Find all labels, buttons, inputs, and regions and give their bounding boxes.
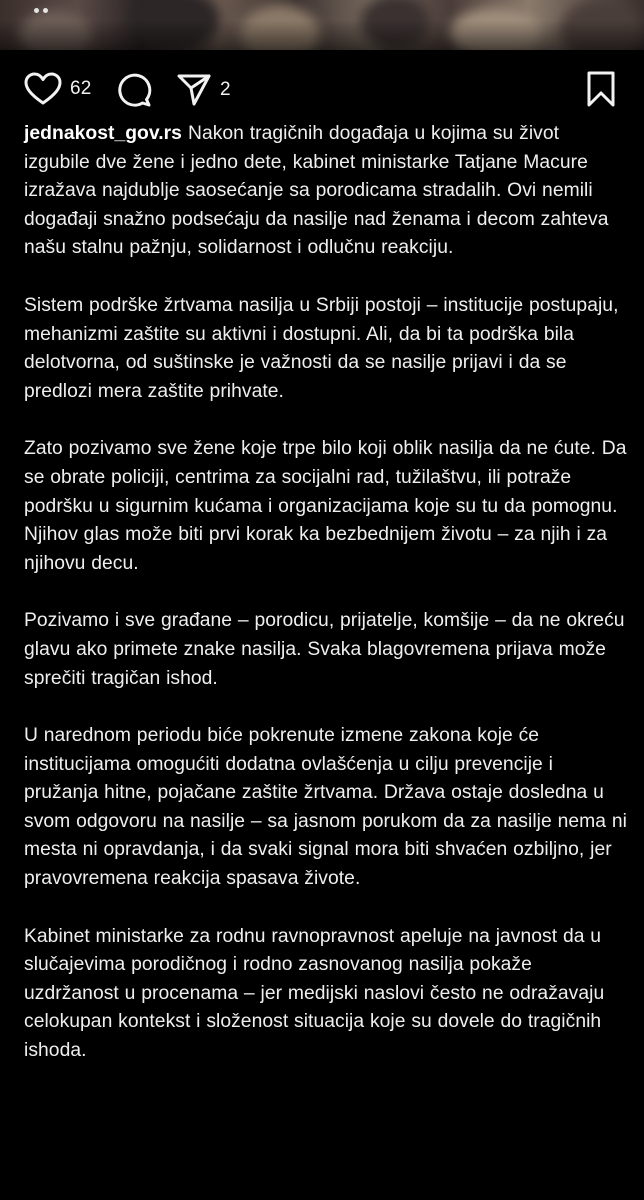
send-paper-plane-icon [176, 72, 212, 108]
comment-button[interactable] [116, 72, 152, 108]
like-count[interactable]: 62 [70, 78, 92, 99]
caption-paragraph: U narednom periodu biće pokrenute izmene zakona koje će institucijama omogućiti dodatna ovlašćenja u cilju prevencije i pružanja hitne, pojačane zaštite žrtvama. Država ostaje dosledna u svom odgovoru na nasilje – sa jasnom porukom da za nasilje nema ni mesta ni opravdanja, i da svaki signal mora biti shvaćen ozbiljno, jer pravovremena reakcija spasava živote. [24, 725, 627, 890]
heart-icon [24, 72, 62, 106]
share-count: 2 [220, 79, 231, 100]
username-link[interactable]: jednakost_gov.rs [24, 123, 182, 144]
post-caption [24, 120, 630, 1066]
caption-paragraph: Sistem podrške žrtvama nasilja u Srbiji postoji – institucije postupaju, mehanizmi zaštite su aktivni i dostupni. Ali, da bi ta podrška bila delotvorna, od suštinske je važnosti da se nasilje prijavi i da se predlozi mera zaštite prihvate. [24, 294, 619, 402]
share-button[interactable] [176, 72, 231, 108]
comment-bubble-icon [116, 72, 152, 108]
carousel-dots [34, 8, 48, 13]
bookmark-icon [586, 70, 616, 108]
like-button[interactable] [24, 72, 92, 106]
caption-paragraph: Kabinet ministarke za rodnu ravnopravnost apeluje na javnost da u slučajevima porodičnog i rodno zasnovanog nasilja pokaže uzdržanost u procenama – jer medijski naslovi često ne odražavaju celokupan kontekst i složenost situacija koje su dovele do tragičnih ishoda. [24, 925, 605, 1062]
caption-paragraph: Zato pozivamo sve žene koje trpe bilo koji oblik nasilja da ne ćute. Da se obrate policiji, centrima za socijalni rad, tužilaštvu, ili potraže podršku u sigurnim kućama i organizacijama koje su tu da pomognu. Njihov glas može biti prvi korak ka bezbednijem životu – za njih i za njihovu decu. [24, 438, 627, 574]
save-button[interactable] [586, 70, 616, 108]
post-action-bar [0, 64, 644, 114]
post-image[interactable] [0, 0, 644, 50]
caption-paragraph: Pozivamo i sve građane – porodicu, prijatelje, komšije – da ne okreću glavu ako primete znake nasilja. Svaka blagovremena prijava može sprečiti tragičan ishod. [24, 610, 625, 689]
caption-paragraph: jednakost_gov.rs Nakon tragičnih događaja u kojima su život izgubile dve žene i jedno dete, kabinet ministarke Tatjane Macure izražava najdublje saosećanje sa porodicama stradalih. Ovi nemili događaji snažno podsećaju da nasilje nad ženama i decom zahteva našu stalnu pažnju, solidarnost i odlučnu reakciju. [24, 123, 609, 259]
